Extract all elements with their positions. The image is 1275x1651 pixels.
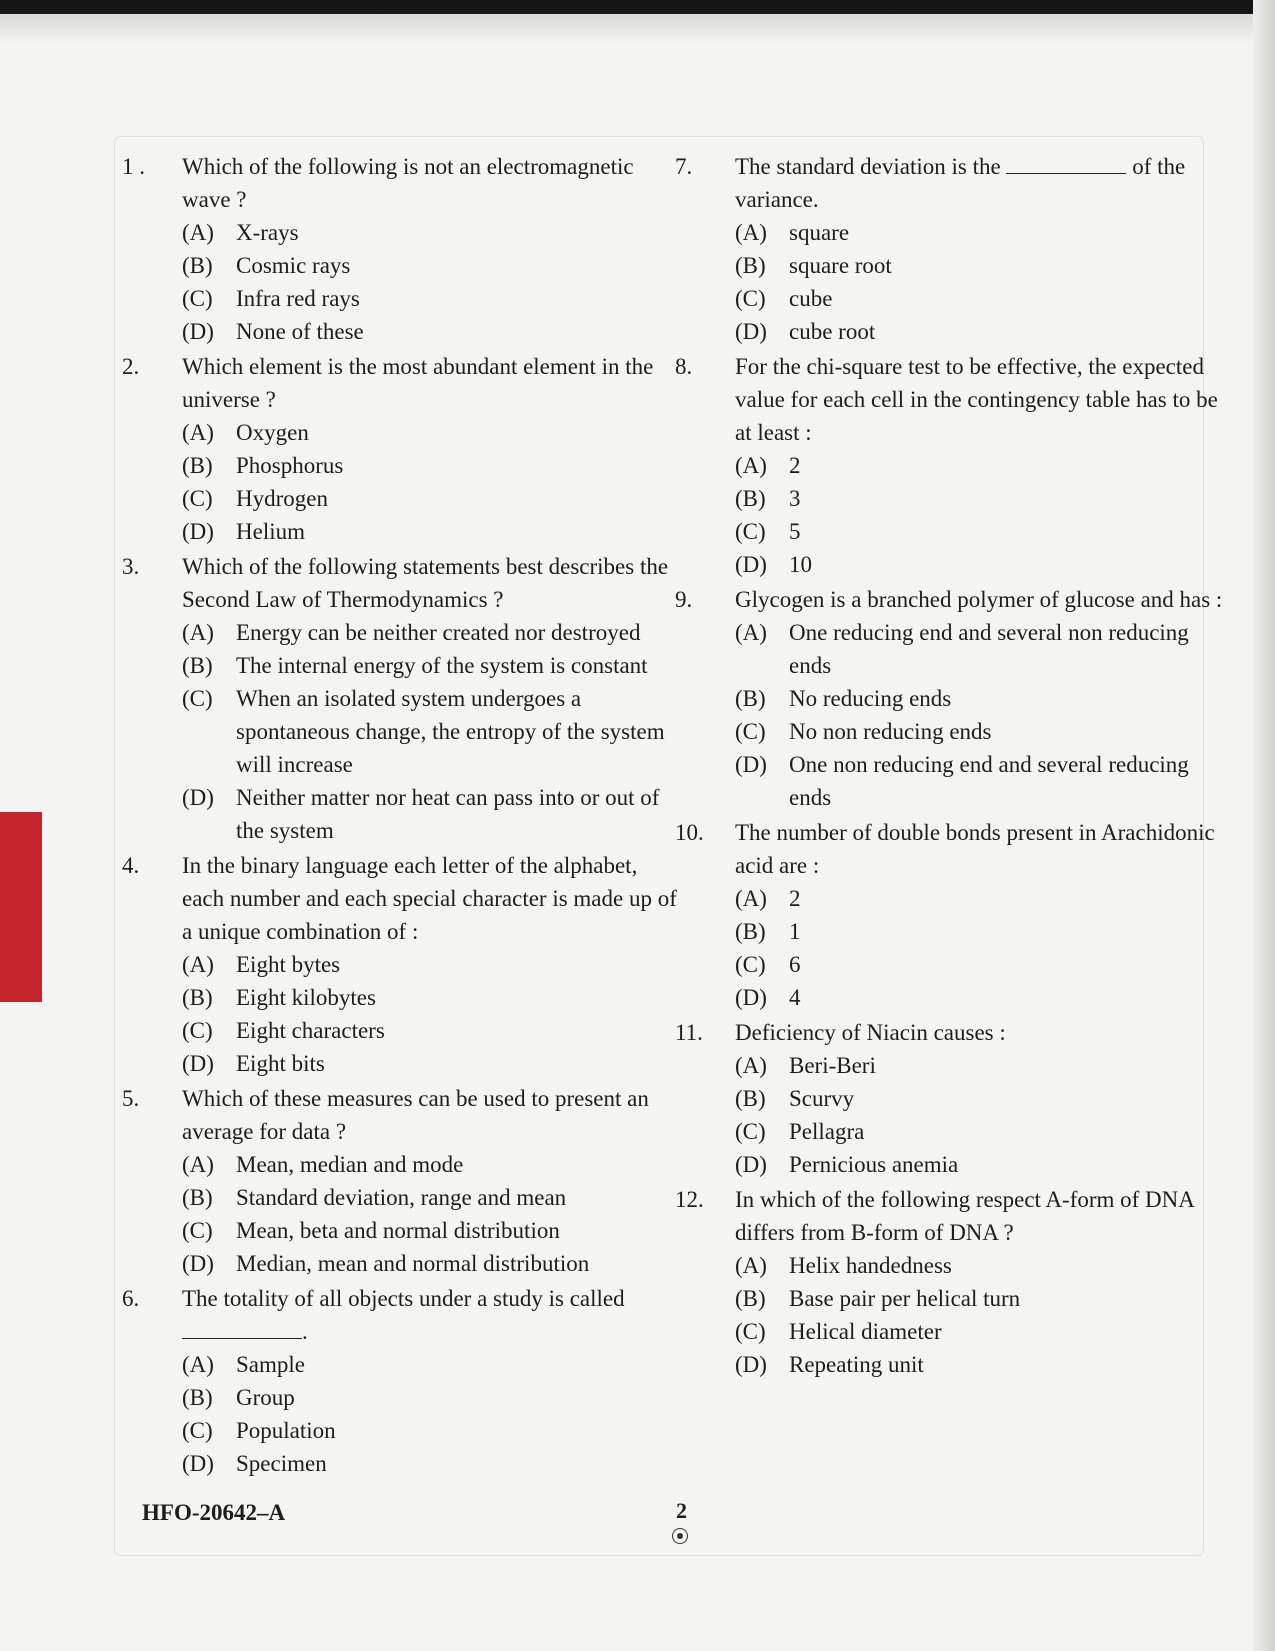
option-b — [182, 249, 682, 282]
option-key: (B) — [735, 686, 766, 711]
answer-blank — [182, 1315, 682, 1348]
options — [735, 882, 1230, 1014]
option-a — [182, 948, 682, 981]
question-8 — [675, 350, 1230, 581]
option-text: 10 — [789, 552, 812, 577]
option-text: The internal energy of the system is constant — [236, 653, 648, 678]
question-number: 1 . — [122, 154, 145, 179]
question-text: Which of the following is not an electromagnetic wave ? — [182, 154, 634, 212]
option-text: Repeating unit — [789, 1352, 924, 1377]
booklet-code: HFO-20642–A — [142, 1500, 286, 1525]
option-key: (A) — [735, 1253, 767, 1278]
option-b — [182, 981, 682, 1014]
option-text: Phosphorus — [236, 453, 344, 478]
option-key: (D) — [182, 1051, 214, 1076]
question-number: 11. — [675, 1020, 703, 1045]
option-c — [182, 482, 682, 515]
option-text: X-rays — [236, 220, 299, 245]
options — [735, 216, 1230, 348]
option-text: cube — [789, 286, 833, 311]
option-d — [735, 1148, 1230, 1181]
option-c — [182, 1214, 682, 1247]
blank-line — [182, 1320, 302, 1339]
question-text: In which of the following respect A-form of DNA differs from B-form of DNA ? — [735, 1187, 1194, 1245]
option-text: Beri-Beri — [789, 1053, 876, 1078]
scan-fold-shadow — [0, 14, 1275, 44]
option-key: (D) — [735, 985, 767, 1010]
option-key: (B) — [182, 1385, 213, 1410]
option-a — [735, 216, 1230, 249]
question-number: 10. — [675, 820, 704, 845]
question-number: 12. — [675, 1187, 704, 1212]
option-text: Helical diameter — [789, 1319, 942, 1344]
question-9 — [675, 583, 1230, 814]
option-text: Energy can be neither created nor destroyed — [236, 620, 641, 645]
option-text: Specimen — [236, 1451, 327, 1476]
options — [182, 1348, 682, 1480]
option-text: Standard deviation, range and mean — [236, 1185, 567, 1210]
option-d — [735, 981, 1230, 1014]
option-key: (B) — [182, 453, 213, 478]
option-text: Mean, median and mode — [236, 1152, 464, 1177]
scan-right-edge — [1253, 0, 1275, 1651]
option-b — [735, 1282, 1230, 1315]
blank-line — [1006, 155, 1126, 174]
question-number: 7. — [675, 154, 693, 179]
option-a — [735, 1049, 1230, 1082]
option-text: 4 — [789, 985, 801, 1010]
options — [182, 616, 682, 847]
option-a — [182, 216, 682, 249]
option-c — [735, 948, 1230, 981]
option-key: (B) — [182, 985, 213, 1010]
option-key: (A) — [182, 220, 214, 245]
question-6 — [122, 1282, 682, 1480]
option-key: (C) — [735, 952, 766, 977]
option-c — [735, 1115, 1230, 1148]
option-key: (D) — [735, 552, 767, 577]
question-text: Which element is the most abundant element in the universe ? — [182, 354, 654, 412]
option-key: (D) — [182, 1251, 214, 1276]
question-4 — [122, 849, 682, 1080]
option-key: (C) — [182, 686, 213, 711]
question-text: Which of these measures can be used to present an average for data ? — [182, 1086, 649, 1144]
option-a — [735, 882, 1230, 915]
option-text: Neither matter nor heat can pass into or out of the system — [236, 785, 660, 843]
option-a — [182, 616, 682, 649]
option-text: Pellagra — [789, 1119, 865, 1144]
option-text: Eight characters — [236, 1018, 385, 1043]
option-c — [182, 1414, 682, 1447]
option-key: (A) — [182, 952, 214, 977]
option-text: Mean, beta and normal distribution — [236, 1218, 560, 1243]
option-key: (B) — [182, 1185, 213, 1210]
option-key: (C) — [735, 1319, 766, 1344]
option-text: 3 — [789, 486, 801, 511]
option-text: Eight kilobytes — [236, 985, 376, 1010]
option-d — [182, 1447, 682, 1480]
question-text: Deficiency of Niacin causes : — [735, 1020, 1006, 1045]
option-key: (A) — [182, 1152, 214, 1177]
question-1 — [122, 150, 682, 348]
option-text: One reducing end and several non reducing ends — [789, 620, 1189, 678]
option-key: (D) — [735, 1152, 767, 1177]
question-number: 5. — [122, 1086, 140, 1111]
option-text: Helium — [236, 519, 305, 544]
question-number: 8. — [675, 354, 693, 379]
options — [182, 1148, 682, 1280]
option-text: 2 — [789, 886, 801, 911]
option-text: square — [789, 220, 850, 245]
question-text: The number of double bonds present in Arachidonic acid are : — [735, 820, 1215, 878]
option-b — [735, 1082, 1230, 1115]
option-b — [735, 915, 1230, 948]
question-text — [735, 150, 1230, 216]
option-key: (A) — [735, 453, 767, 478]
red-marker-tab — [0, 812, 42, 1002]
option-text: No non reducing ends — [789, 719, 992, 744]
right-column — [675, 150, 1230, 1383]
option-text: square root — [789, 253, 892, 278]
option-text: When an isolated system undergoes a spontaneous change, the entropy of the system will increase — [236, 686, 665, 777]
option-key: (D) — [182, 519, 214, 544]
option-d — [735, 1348, 1230, 1381]
options — [182, 216, 682, 348]
option-d — [182, 1247, 682, 1280]
left-column — [122, 150, 682, 1482]
option-b — [735, 682, 1230, 715]
option-d — [735, 315, 1230, 348]
option-key: (B) — [735, 253, 766, 278]
option-text: No reducing ends — [789, 686, 952, 711]
question-text: Which of the following statements best describes the Second Law of Thermodynamics ? — [182, 554, 669, 612]
option-d — [182, 315, 682, 348]
option-d — [735, 748, 1230, 814]
option-text: Pernicious anemia — [789, 1152, 959, 1177]
options — [182, 948, 682, 1080]
option-a — [182, 416, 682, 449]
option-key: (C) — [735, 719, 766, 744]
option-key: (D) — [182, 319, 214, 344]
options — [735, 1249, 1230, 1381]
option-d — [735, 548, 1230, 581]
option-c — [182, 1014, 682, 1047]
option-c — [735, 515, 1230, 548]
option-text: Eight bits — [236, 1051, 325, 1076]
option-text: cube root — [789, 319, 876, 344]
question-text: In the binary language each letter of the alphabet, each number and each special character is made up of a unique combination of : — [182, 853, 677, 944]
option-text: Scurvy — [789, 1086, 855, 1111]
option-key: (B) — [735, 1286, 766, 1311]
option-text: One non reducing end and several reducing ends — [789, 752, 1189, 810]
option-text: Eight bytes — [236, 952, 341, 977]
option-key: (D) — [182, 1451, 214, 1476]
option-b — [735, 482, 1230, 515]
option-a — [735, 449, 1230, 482]
question-5 — [122, 1082, 682, 1280]
option-key: (A) — [735, 886, 767, 911]
question-12 — [675, 1183, 1230, 1381]
option-text: 5 — [789, 519, 801, 544]
question-number: 4. — [122, 853, 140, 878]
option-text: Base pair per helical turn — [789, 1286, 1021, 1311]
option-text: Helix handedness — [789, 1253, 952, 1278]
option-d — [182, 1047, 682, 1080]
question-10 — [675, 816, 1230, 1014]
option-key: (B) — [735, 919, 766, 944]
option-key: (B) — [735, 1086, 766, 1111]
question-3 — [122, 550, 682, 847]
question-2 — [122, 350, 682, 548]
options — [182, 416, 682, 548]
question-7 — [675, 150, 1230, 348]
option-a — [182, 1348, 682, 1381]
question-text: Glycogen is a branched polymer of glucose and has : — [735, 587, 1223, 612]
option-key: (C) — [735, 519, 766, 544]
option-b — [735, 249, 1230, 282]
option-key: (A) — [735, 1053, 767, 1078]
question-text-before: The standard deviation is the — [735, 154, 1001, 179]
option-key: (D) — [735, 752, 767, 777]
page-number: 2 — [676, 1498, 687, 1523]
question-text: The totality of all objects under a study is called — [182, 1286, 625, 1311]
option-b — [182, 649, 682, 682]
option-key: (C) — [735, 1119, 766, 1144]
options — [735, 1049, 1230, 1181]
option-text: 1 — [789, 919, 801, 944]
option-key: (B) — [182, 653, 213, 678]
option-text: Infra red rays — [236, 286, 360, 311]
option-key: (C) — [182, 1018, 213, 1043]
option-b — [182, 449, 682, 482]
option-c — [735, 715, 1230, 748]
option-key: (A) — [182, 420, 214, 445]
option-text: 2 — [789, 453, 801, 478]
option-text: None of these — [236, 319, 364, 344]
registration-mark-icon — [672, 1528, 688, 1544]
option-text: Cosmic rays — [236, 253, 351, 278]
option-key: (D) — [735, 1352, 767, 1377]
question-number: 2. — [122, 354, 140, 379]
option-a — [735, 1249, 1230, 1282]
option-text: Group — [236, 1385, 295, 1410]
option-key: (C) — [182, 286, 213, 311]
option-key: (A) — [182, 620, 214, 645]
option-key: (C) — [182, 486, 213, 511]
scan-top-edge — [0, 0, 1275, 14]
question-number: 3. — [122, 554, 140, 579]
question-number: 6. — [122, 1286, 140, 1311]
option-text: Sample — [236, 1352, 305, 1377]
option-d — [182, 515, 682, 548]
question-number: 9. — [675, 587, 693, 612]
option-text: Median, mean and normal distribution — [236, 1251, 590, 1276]
option-key: (A) — [182, 1352, 214, 1377]
option-text: Oxygen — [236, 420, 309, 445]
question-text-after: of the variance. — [735, 154, 1186, 212]
option-d — [182, 781, 682, 847]
option-c — [182, 682, 682, 781]
option-a — [735, 616, 1230, 682]
option-c — [182, 282, 682, 315]
option-text: Population — [236, 1418, 336, 1443]
options — [735, 616, 1230, 814]
option-key: (C) — [182, 1218, 213, 1243]
option-b — [182, 1181, 682, 1214]
options — [735, 449, 1230, 581]
option-key: (B) — [735, 486, 766, 511]
option-text: 6 — [789, 952, 801, 977]
option-key: (D) — [182, 785, 214, 810]
option-b — [182, 1381, 682, 1414]
option-key: (A) — [735, 220, 767, 245]
option-key: (B) — [182, 253, 213, 278]
option-key: (A) — [735, 620, 767, 645]
option-c — [735, 1315, 1230, 1348]
blank-trailing: . — [302, 1319, 308, 1344]
option-key: (C) — [735, 286, 766, 311]
option-key: (C) — [182, 1418, 213, 1443]
question-11 — [675, 1016, 1230, 1181]
option-c — [735, 282, 1230, 315]
option-key: (D) — [735, 319, 767, 344]
option-text: Hydrogen — [236, 486, 328, 511]
option-a — [182, 1148, 682, 1181]
question-text: For the chi-square test to be effective, the expected value for each cell in the contingency table has to be at least : — [735, 354, 1218, 445]
